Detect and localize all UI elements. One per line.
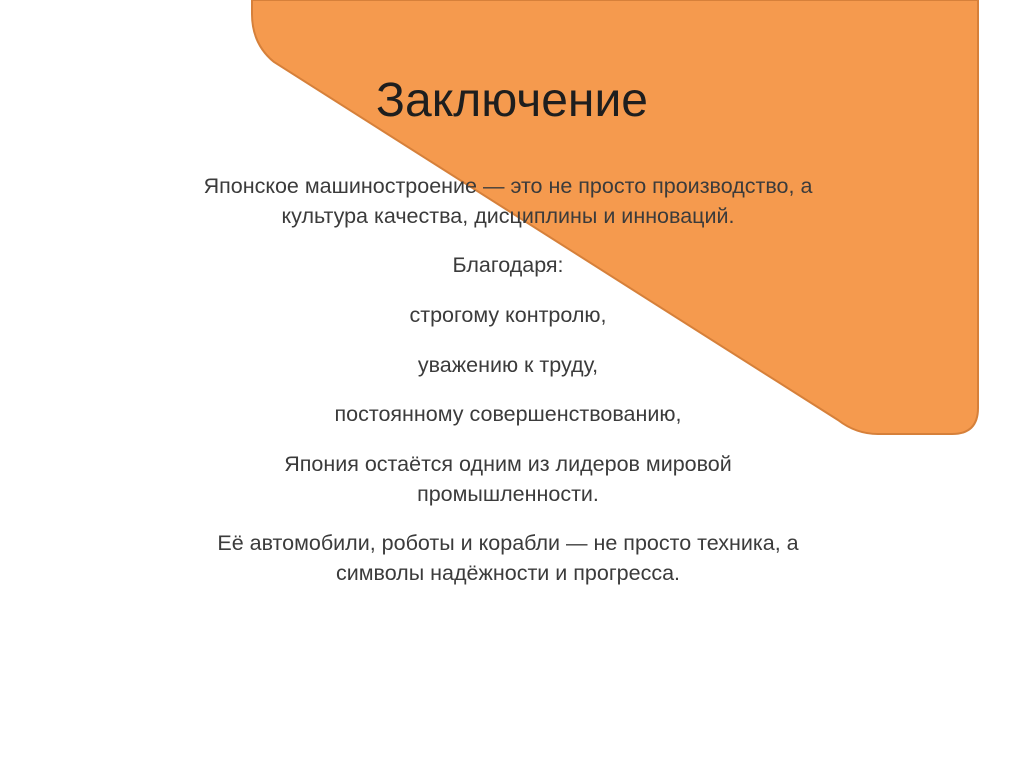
thanks-to-label: Благодаря: xyxy=(452,253,564,278)
list-item-respect-for-work: уважению к труду, xyxy=(417,352,599,377)
leadership-paragraph: Япония остаётся одним из лидеров мировой промышленности. xyxy=(284,451,732,506)
closing-paragraph: Её автомобили, роботы и корабли — не просто техника, а символы надёжности и прогресса. xyxy=(217,531,799,585)
slide-title xyxy=(0,72,1024,130)
list-item-constant-improvement: постоянному совершенствованию, xyxy=(334,402,682,427)
slide-body xyxy=(200,172,816,609)
list-item-strict-control: строгому контролю, xyxy=(409,302,607,327)
intro-paragraph: Японское машиностроение — это не просто производство, а культура качества, дисциплины и инноваций. xyxy=(203,174,813,228)
slide-title-text: Заключение xyxy=(376,74,648,127)
